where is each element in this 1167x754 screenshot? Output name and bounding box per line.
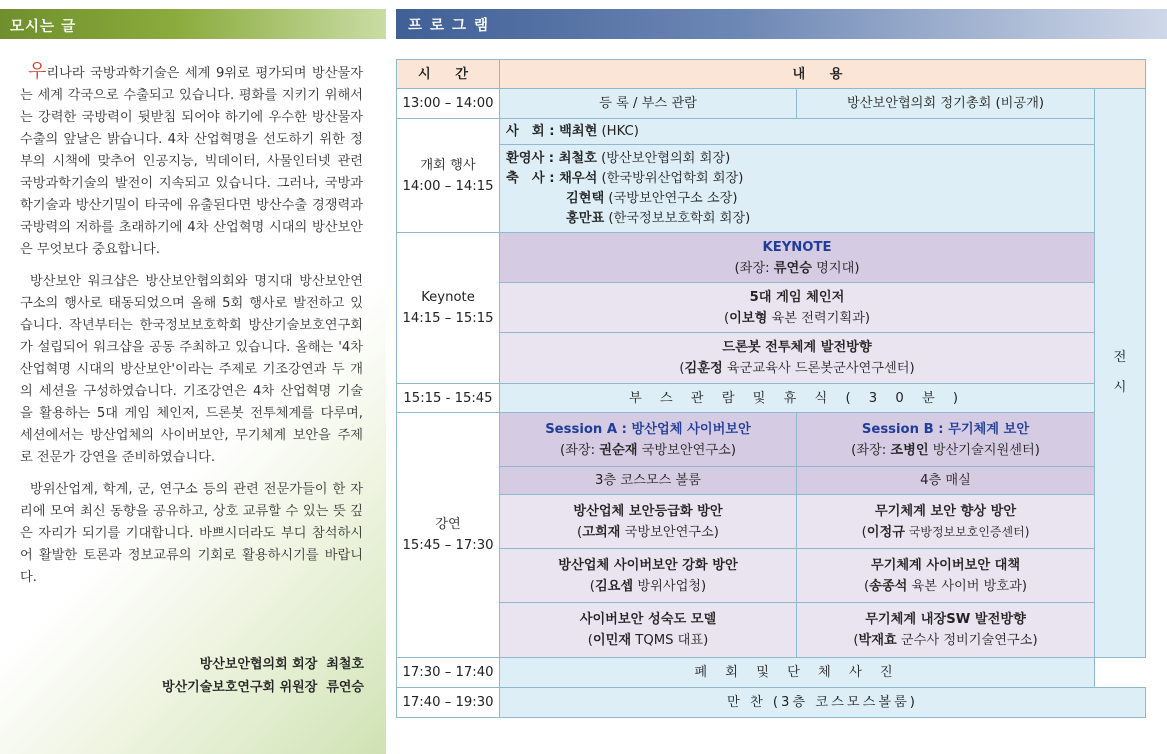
keynote-title-cell: KEYNOTE (좌장: 류연승 명지대)	[500, 233, 1095, 283]
table-row	[397, 549, 1146, 603]
invitation-panel	[0, 0, 386, 754]
table-row	[397, 333, 1146, 384]
sessions-time-cell	[397, 413, 500, 658]
session-a-title-cell: Session A : 방산업체 사이버보안 (좌장: 권순재 국방보안연구소)	[500, 413, 797, 467]
sessions-time: 15:45 – 17:30	[402, 538, 494, 553]
keynote-talk-1: 5대 게임 체인저 (이보형 육본 전력기획과)	[500, 283, 1095, 333]
opening-time: 14:00 – 14:15	[402, 178, 494, 194]
table-row	[397, 603, 1146, 658]
keynote-title: KEYNOTE	[762, 239, 832, 255]
table-row	[397, 283, 1146, 333]
mc-name: 백최현	[559, 124, 598, 139]
welcome-name: 최철호	[558, 150, 597, 166]
closing-time: 17:30 – 17:40	[397, 658, 500, 688]
closing-cell: 폐 회 및 단 체 사 진	[500, 658, 1095, 688]
general-meeting-cell: 방산보안협의회 정기총회 (비공개)	[797, 89, 1095, 119]
congrats-name-3: 홍만표	[566, 210, 605, 226]
dinner-time: 17:40 – 19:30	[397, 688, 500, 718]
opening-time-cell	[397, 119, 500, 233]
session-b-talk-3: 무기체계 내장SW 발전방향 (박재효 군수사 정비기술연구소)	[797, 603, 1095, 658]
opening-label: 개회 행사	[420, 157, 476, 173]
table-row	[397, 145, 1146, 233]
session-a-title: Session A : 방산업체 사이버보안	[545, 421, 751, 437]
time-cell: 13:00 – 14:00	[397, 89, 500, 119]
table-row	[397, 413, 1146, 467]
program-header-bar	[396, 9, 1167, 39]
program-table	[396, 59, 1146, 718]
table-row	[397, 467, 1146, 495]
table-row	[397, 495, 1146, 549]
session-a-room: 3층 코스모스 볼룸	[500, 467, 797, 495]
congrats-name-2: 김현택	[566, 190, 605, 206]
table-row	[397, 233, 1146, 283]
sessions-label: 강연	[435, 517, 461, 532]
header-time: 시 간	[397, 60, 500, 89]
invitation-heading: 모시는 글	[10, 19, 77, 35]
keynote-talk-2: 드론봇 전투체계 발전방향 (김훈정 육군교육사 드론봇군사연구센터)	[500, 333, 1095, 384]
congrats-name-1: 채우석	[559, 170, 598, 186]
dinner-cell: 만 찬 (3층 코스모스볼룸)	[500, 688, 1146, 718]
table-row	[397, 89, 1146, 119]
session-a-talk-3: 사이버보안 성숙도 모델 (이민재 TQMS 대표)	[500, 603, 797, 658]
table-row	[397, 384, 1146, 413]
invitation-body	[20, 60, 363, 599]
keynote-time: 14:15 – 15:15	[402, 311, 494, 326]
keynote-time-cell	[397, 233, 500, 384]
invitation-paragraph-2: 방산보안 워크샵은 방산보안협의회와 명지대 방산보안연구소의 행사로 태동되었으며 올해 5회 행사로 발전하고 있습니다. 작년부터는 한국정보보호학회 방산기술보호연구회가 설립되어 워크샵을 공동 주최하고 있습니다. 올해는 '4차 산업혁명 시대의 방산보안'이라는 주제로 기조강연과 두 개의 세션을 구성하였습니다. 기조강연은 4차 산업혁명 기술을 활용하는 5대 게임 체인저, 드론봇 전투체계를 다루며, 세션에서는 방산업체의 사이버보안, 무기체계 보안을 주제로 전문가 강연을 준비하였습니다.	[20, 274, 363, 465]
drop-cap: 우	[28, 60, 47, 82]
break-time: 15:15 - 15:45	[397, 384, 500, 413]
signature-block	[162, 653, 364, 699]
mc-cell: 사 회 : 백최현 (HKC)	[500, 119, 1095, 145]
keynote-label: Keynote	[421, 290, 475, 305]
header-content: 내 용	[500, 60, 1146, 89]
exhibition-label: 전 시	[1113, 350, 1127, 395]
table-row	[397, 688, 1146, 718]
invitation-paragraph-1: 우리나라 국방과학기술은 세계 9위로 평가되며 방산물자는 세계 각국으로 수출되고 있습니다. 평화를 지키기 위해서는 강력한 국방력이 뒷받침 되어야 하기에 우수한 방산물자 수출의 앞날은 밝습니다. 4차 산업혁명을 선도하기 위한 정부의 시책에 맞추어 인공지능, 빅데이터, 사물인터넷 관련 국방과학기술의 발전이 지속되고 있습니다. 그러나, 국방과학기술과 방산기밀이 타국에 유출된다면 방산수출 경쟁력과 국방력의 저하를 초래하기에 4차 산업혁명 시대의 방산보안은 무엇보다 중요합니다.	[20, 60, 363, 257]
greetings-cell: 환영사 : 최철호 (방산보안협의회 회장) 축 사 : 채우석 (한국방위산업학회 회장) 김현택 (국방보안연구소 소장) 홍만표 (한국정보보호학회 회장)	[500, 145, 1095, 233]
table-header-row	[397, 60, 1146, 89]
session-b-talk-1: 무기체계 보안 향상 방안 (이정규 국방정보보호인증센터)	[797, 495, 1095, 549]
break-cell: 부 스 관 람 및 휴 식 ( 3 0 분 )	[500, 384, 1095, 413]
table-row	[397, 658, 1146, 688]
registration-cell: 등 록 / 부스 관람	[500, 89, 797, 119]
signature-line-1: 방산보안협의회 회장 최철호	[199, 657, 364, 672]
table-row	[397, 119, 1146, 145]
session-b-title-cell: Session B : 무기체계 보안 (좌장: 조병인 방산기술지원센터)	[797, 413, 1095, 467]
signature-line-2: 방산기술보호연구회 위원장 류연승	[162, 680, 364, 695]
exhibition-side-cell	[1095, 89, 1146, 658]
session-b-talk-2: 무기체계 사이버보안 대책 (송종석 육본 사이버 방호과)	[797, 549, 1095, 603]
invitation-header-bar	[0, 9, 386, 39]
program-heading: 프로그램	[408, 18, 497, 34]
session-a-talk-1: 방산업체 보안등급화 방안 (고희재 국방보안연구소)	[500, 495, 797, 549]
session-a-talk-2: 방산업체 사이버보안 강화 방안 (김요셉 방위사업청)	[500, 549, 797, 603]
session-b-title: Session B : 무기체계 보안	[861, 421, 1030, 437]
invitation-paragraph-3: 방위산업계, 학계, 군, 연구소 등의 관련 전문가들이 한 자리에 모여 최신 동향을 공유하고, 상호 교류할 수 있는 뜻 깊은 자리가 되기를 기대합니다. 바쁘시더라도 부디 참석하시어 활발한 토론과 정보교류의 기회로 활용하시기를 바랍니다.	[20, 482, 363, 585]
keynote-chair: 류연승	[773, 260, 812, 276]
session-b-room: 4층 매실	[797, 467, 1095, 495]
